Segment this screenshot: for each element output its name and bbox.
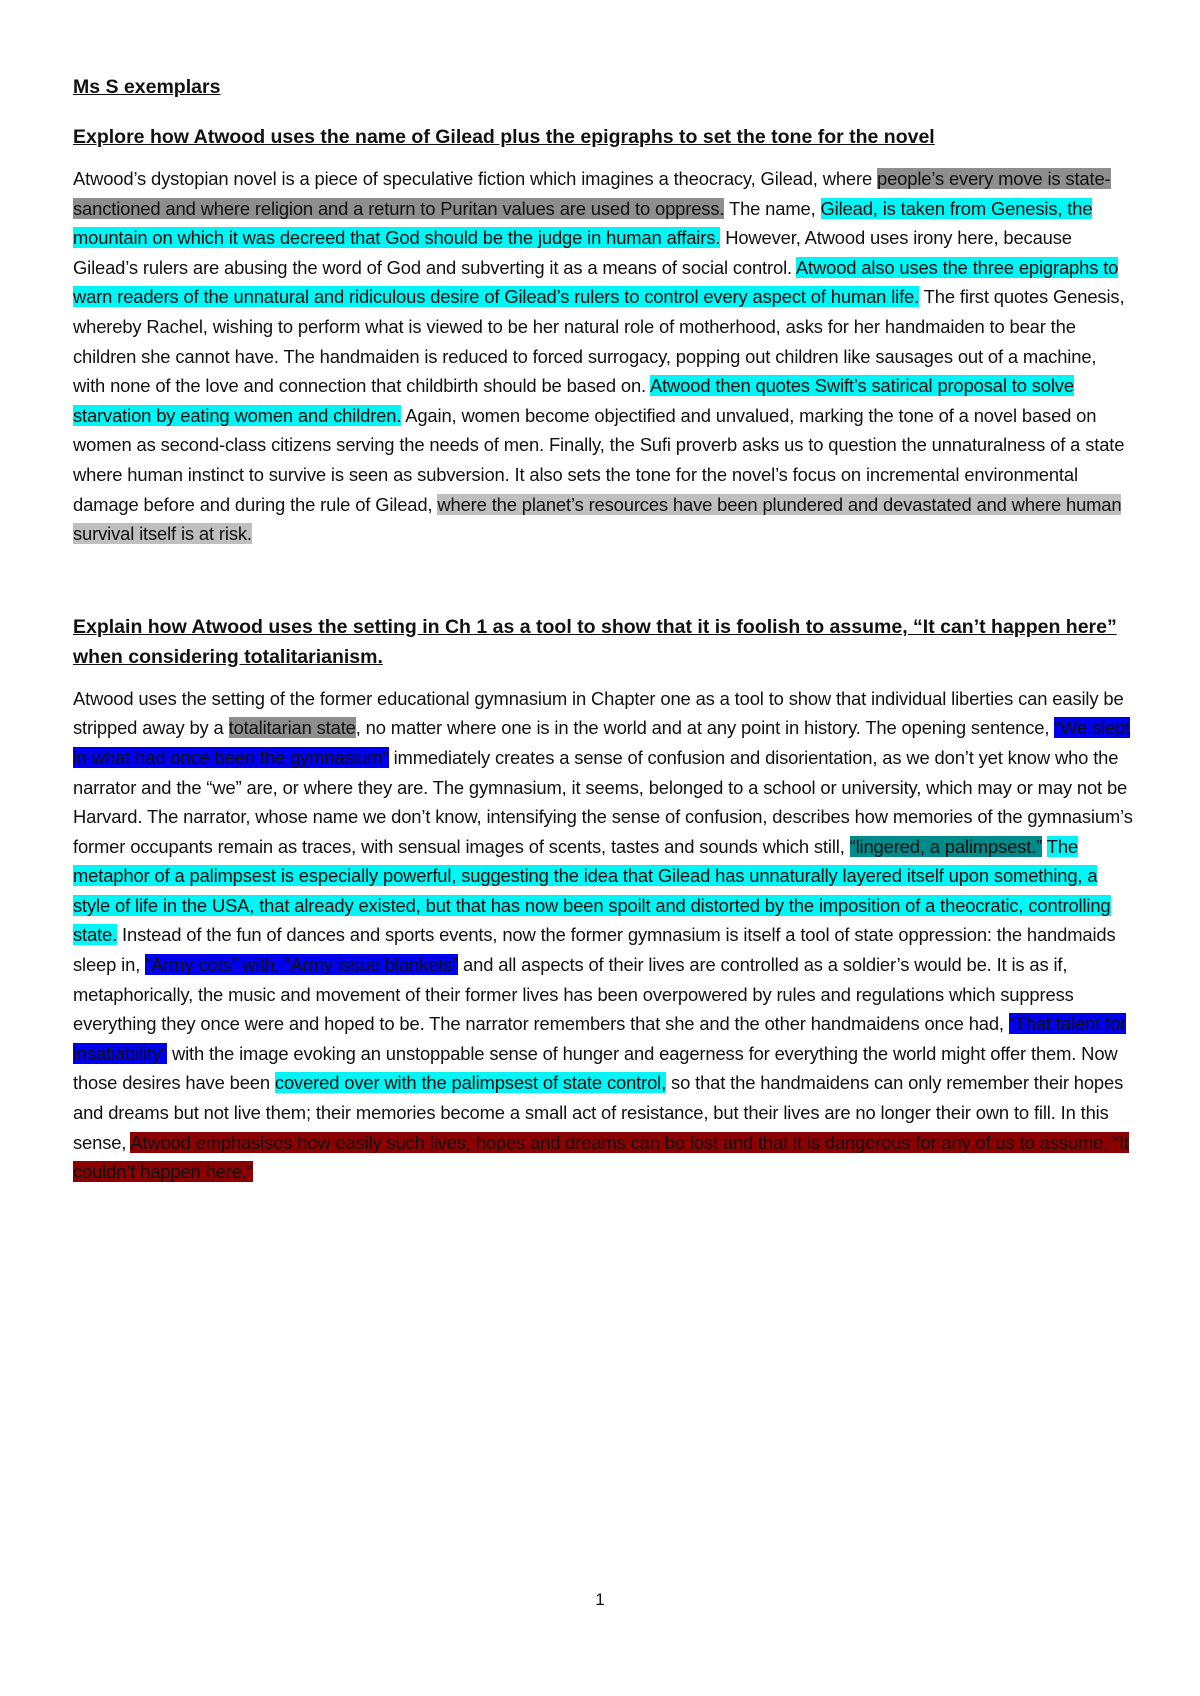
question-1-heading: Explore how Atwood uses the name of Gilead plus the epigraphs to set the tone for the novel [73,126,935,148]
highlight-teal: “lingered, a palimpsest.” [849,835,1043,857]
answer-2-run: Instead of the fun of dances and sports events, now the former gymnasium is itself a tool of state oppression: the handmaids sleep in, [73,924,1116,976]
section-spacer [73,549,1133,612]
document-page [73,72,1133,1187]
answer-2-run: so that the handmaidens can only remember their hopes and dreams but not live them; their memories become a small act of resistance, but their lives are no longer their own to fill. In this sense, [73,1072,1124,1153]
answer-1-run: Atwood’s dystopian novel is a piece of speculative fiction which imagines a theocracy, Gilead, where [73,168,878,189]
question-2-heading: Explain how Atwood uses the setting in Ch 1 as a tool to show that it is foolish to assume, “It can’t happen here” when considering totalitarianism. [73,615,1117,668]
answer-1-run: Again, women become objectified and unvalued, marking the tone of a novel based on women as second-class citizens serving the needs of men. Finally, the Sufi proverb asks us to question the unnaturalness of a state where human instinct to survive is seen as subversion. It also sets the tone for the novel’s focus on incremental environmental damage before and during the rule of Gilead, [73,404,1125,515]
answer-2-paragraph [73,684,1133,1187]
highlight-light-grey: where the planet’s resources have been plundered and devastated and where human survival itself is at risk. [73,493,1122,545]
answer-2-run: and all aspects of their lives are controlled as a soldier’s would be. It is as if, metaphorically, the music and movement of their former lives has been overpowered by rules and regulations which suppress everything they once were and hoped to be. The narrator remembers that she and the other handmaidens once had, [73,954,1074,1035]
answer-1-run: The first quotes Genesis, whereby Rachel, wishing to perform what is viewed to be her natural role of motherhood, asks for her handmaiden to bear the children she cannot have. The handmaiden is reduced to forced surrogacy, popping out children like sausages out of a machine, with none of the love and connection that childbirth should be based on. [73,286,1125,397]
answer-1-paragraph [73,164,1133,549]
highlight-grey: people’s every move is state-sanctioned and where religion and a return to Puritan values are used to oppress. [73,168,1111,219]
answer-2-run: Atwood uses the setting of the former educational gymnasium in Chapter one as a tool to show that individual liberties can easily be stripped away by a [73,687,1124,739]
answer-2-run: immediately creates a sense of confusion and disorientation, as we don’t yet know who the narrator and the “we” are, or where they are. The gymnasium, it seems, belonged to a school or university, which may or may not be Harvard. The narrator, whose name we don’t know, intensifying the sense of confusion, describes how memories of the gymnasium’s former occupants remain as traces, with sensual images of scents, tastes and sounds which still, [73,746,1133,857]
highlight-cyan: The metaphor of a palimpsest is especially powerful, suggesting the idea that Gilead has unnaturally layered itself upon something, a style of life in the USA, that already existed, but that has now been spoilt and distorted by the imposition of a theocratic, controlling state. [73,835,1111,946]
highlight-blue: “We slept in what had once been the gymnasium” [73,717,1131,768]
highlight-cyan: Gilead, is taken from Genesis, the mountain on which it was decreed that God should be the judge in human affairs. [73,197,1093,249]
highlight-cyan: Atwood then quotes Swift’s satirical proposal to solve starvation by eating women and children. [73,375,1074,426]
answer-2-run: , no matter where one is in the world and at any point in history. The opening sentence, [355,717,1055,739]
answer-1-run: However, Atwood uses irony here, because Gilead’s rulers are abusing the word of God and subverting it as a means of social control. [73,227,1072,278]
answer-1-run: The name, [724,197,821,219]
highlight-blue: “That talent for insatiability” [73,1013,1127,1064]
highlight-cyan: covered over with the palimpsest of state control, [274,1072,667,1094]
highlight-grey: totalitarian state [228,717,356,739]
highlight-cyan: Atwood also uses the three epigraphs to warn readers of the unnatural and ridiculous desire of Gilead’s rulers to control every aspect of human life. [73,256,1119,308]
page-number: 1 [595,1590,605,1609]
document-title: Ms S exemplars [73,76,221,98]
highlight-dark-red: Atwood emphasises how easily such lives, hopes and dreams can be lost and that it is dangerous for any of us to assume, “It couldn’t happen here.” [73,1131,1129,1183]
highlight-blue: “Army cots” with, “Army issue blankets” [145,954,459,976]
answer-2-run: with the image evoking an unstoppable sense of hunger and eagerness for everything the world might offer them. Now those desires have been [73,1042,1118,1094]
